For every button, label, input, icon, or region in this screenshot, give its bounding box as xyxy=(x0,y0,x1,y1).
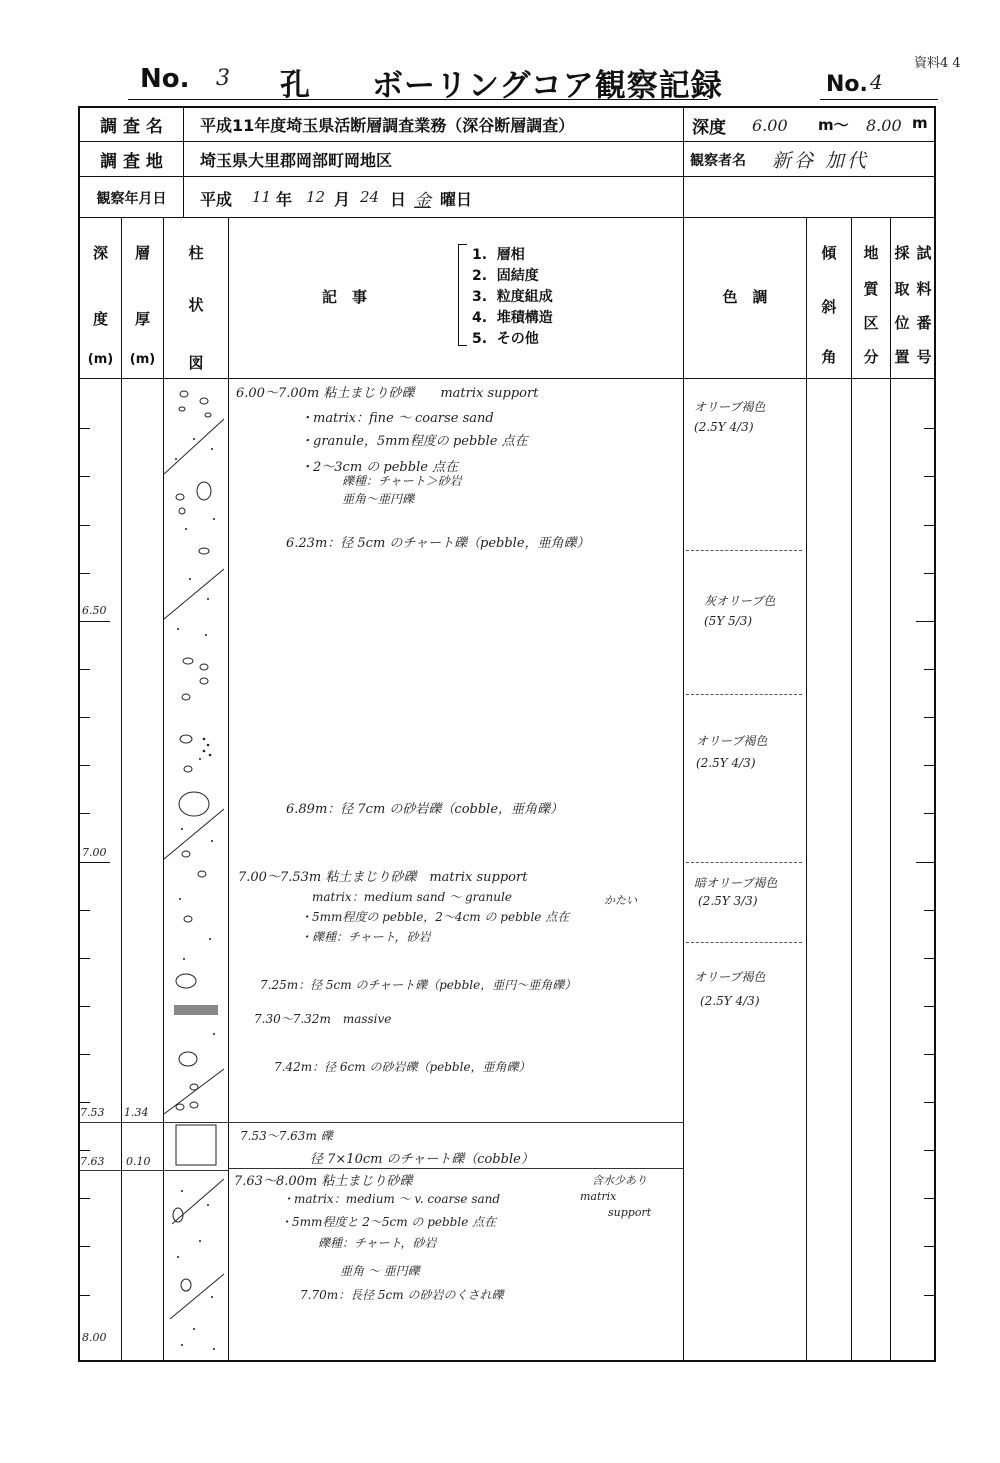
depth-label-753: 7.53 xyxy=(80,1106,105,1119)
location: 埼玉県大里郡岡部町岡地区 xyxy=(200,151,393,170)
title-underline xyxy=(128,99,708,100)
note-line: ・2～3cm の pebble 点在 xyxy=(300,460,459,475)
hole-number: 3 xyxy=(216,66,230,91)
col-thickness-3: (m) xyxy=(129,352,156,367)
notes-item-4: 4. 堆積構造 xyxy=(472,310,553,326)
note-line: ・matrix：medium ～ v. coarse sand xyxy=(282,1192,501,1206)
survey-name-label: 調 査 名 xyxy=(100,117,163,137)
color-divider xyxy=(686,942,802,943)
color-entry: オリーブ褐色 xyxy=(696,734,768,748)
note-line: 礫種：チャート＞砂岩 xyxy=(342,474,462,488)
col-geo-2: 質 xyxy=(863,280,879,298)
col-depth-3: (m) xyxy=(87,352,114,367)
date-era: 平成 xyxy=(200,190,233,209)
date-year: 11 xyxy=(252,188,272,206)
color-entry: オリーブ褐色 xyxy=(694,970,766,984)
color-entry: オリーブ褐色 xyxy=(694,400,766,414)
col-dip-2: 斜 xyxy=(821,298,837,316)
note-line: 礫種：チャート，砂岩 xyxy=(318,1236,437,1250)
page-title: ボーリングコア観察記録 xyxy=(372,68,723,104)
date-year-unit: 年 xyxy=(276,190,293,209)
page-no-underline xyxy=(820,99,938,100)
depth-label-763: 7.63 xyxy=(80,1155,105,1168)
note-line: ・5mm程度と 2～5cm の pebble 点在 xyxy=(280,1215,497,1229)
notes-boundary-763 xyxy=(228,1168,683,1169)
depth-label-700: 7.00 xyxy=(82,846,107,859)
col-geo-3: 区 xyxy=(863,314,879,332)
col-sample-3: 位 xyxy=(894,314,910,332)
note-line: 亜角 ～ 亜円礫 xyxy=(340,1264,420,1278)
color-divider xyxy=(686,550,802,551)
note-line: 径 7×10cm のチャート礫（cobble） xyxy=(310,1152,534,1167)
col-sample2-2: 料 xyxy=(916,280,932,298)
col-sample2-3: 番 xyxy=(916,314,932,332)
col-sample-1: 採 xyxy=(894,244,910,262)
depth-mid: m～ xyxy=(818,116,849,134)
date-weekday: 金 xyxy=(414,191,431,211)
note-line: 7.30～7.32m massive xyxy=(254,1012,392,1026)
note-line: 亜角～亜円礫 xyxy=(342,492,415,506)
core-column-drawing xyxy=(164,379,228,1361)
color-entry: (2.5Y 4/3) xyxy=(694,420,754,434)
col-notes: 記 事 xyxy=(322,288,368,306)
color-entry: 灰オリーブ色 xyxy=(704,594,776,608)
note-line: 6.23m：径 5cm のチャート礫（pebble，亜角礫） xyxy=(286,536,590,551)
color-entry: (5Y 5/3) xyxy=(704,614,753,628)
notes-item-2: 2. 固結度 xyxy=(472,268,539,284)
observer-name: 新谷 加代 xyxy=(772,150,870,172)
depth-from: 6.00 xyxy=(752,116,788,135)
col-thickness-1: 層 xyxy=(134,244,150,262)
col-thickness-2: 厚 xyxy=(134,310,150,328)
depth-label-800: 8.00 xyxy=(82,1331,107,1344)
color-entry: (2.5Y 4/3) xyxy=(696,756,756,770)
date-month: 12 xyxy=(306,188,326,206)
observer-label: 観察者名 xyxy=(690,153,746,169)
document-reference: 資料4 4 xyxy=(914,56,961,71)
hole-no-label: No. xyxy=(140,64,190,94)
col-sample-4: 置 xyxy=(894,348,910,366)
location-label: 調 査 地 xyxy=(100,152,163,172)
notes-item-5: 5. その他 xyxy=(472,331,539,347)
note-line: 7.00～7.53m 粘土まじり砂礫 matrix support xyxy=(238,870,528,885)
note-line: support xyxy=(608,1206,652,1219)
col-geo-1: 地 xyxy=(863,244,879,262)
col-geo-4: 分 xyxy=(863,348,879,366)
date-day: 24 xyxy=(360,188,380,206)
thickness-label-2: 0.10 xyxy=(126,1155,151,1168)
col-depth-2: 度 xyxy=(92,310,108,328)
survey-name: 平成11年度埼玉県活断層調査業務（深谷断層調査） xyxy=(200,116,575,135)
col-sample2-4: 号 xyxy=(916,348,932,366)
note-line: 含水少あり xyxy=(592,1174,647,1187)
note-line: ・granule，5mm程度の pebble 点在 xyxy=(300,434,528,449)
notes-boundary-753 xyxy=(228,1122,683,1123)
note-line: ・matrix：fine ～ coarse sand xyxy=(300,411,494,426)
depth-label: 深度 xyxy=(692,118,726,138)
note-line: 6.89m：径 7cm の砂岩礫（cobble，亜角礫） xyxy=(286,802,564,817)
page-number: 4 xyxy=(870,70,883,94)
color-entry: (2.5Y 3/3) xyxy=(698,894,758,908)
note-line: 7.63～8.00m 粘土まじり砂礫 xyxy=(234,1174,413,1189)
depth-to: 8.00 xyxy=(866,116,902,135)
col-sample2-1: 試 xyxy=(916,244,932,262)
date-day-unit: 日 xyxy=(390,190,407,209)
note-line: かたい xyxy=(604,894,637,907)
note-line: matrix xyxy=(580,1190,617,1203)
thickness-label-1: 1.34 xyxy=(124,1106,149,1119)
note-line: 7.42m：径 6cm の砂岩礫（pebble，亜角礫） xyxy=(274,1060,531,1074)
col-column-3: 図 xyxy=(188,354,204,372)
col-column-1: 柱 xyxy=(188,244,204,262)
color-divider xyxy=(686,862,802,863)
note-line: 7.70m：長径 5cm の砂岩のくされ礫 xyxy=(300,1288,504,1302)
col-color: 色 調 xyxy=(722,288,768,306)
note-line: 7.53～7.63m 礫 xyxy=(240,1129,333,1143)
notes-item-3: 3. 粒度組成 xyxy=(472,289,553,305)
notes-items-bracket xyxy=(458,244,467,346)
col-depth-1: 深 xyxy=(92,244,108,262)
col-dip-1: 傾 xyxy=(821,244,837,262)
color-entry: (2.5Y 4/3) xyxy=(700,994,760,1008)
note-line: 6.00～7.00m 粘土まじり砂礫 matrix support xyxy=(236,386,539,401)
color-entry: 暗オリーブ褐色 xyxy=(694,876,778,890)
note-line: matrix：medium sand ～ granule xyxy=(312,890,512,904)
depth-unit: m xyxy=(912,114,928,132)
notes-item-1: 1. 層相 xyxy=(472,247,525,263)
date-weekday-unit: 曜日 xyxy=(440,190,473,209)
col-column-2: 状 xyxy=(188,296,204,314)
note-line: ・5mm程度の pebble，2～4cm の pebble 点在 xyxy=(300,910,570,924)
color-divider xyxy=(686,694,802,695)
col-sample-2: 取 xyxy=(894,280,910,298)
note-line: ・礫種：チャート，砂岩 xyxy=(300,930,431,944)
note-line: 7.25m：径 5cm のチャート礫（pebble，亜円～亜角礫） xyxy=(260,978,577,992)
date-label: 観察年月日 xyxy=(96,191,167,207)
col-dip-3: 角 xyxy=(821,348,837,366)
date-month-unit: 月 xyxy=(334,190,351,209)
depth-label-650: 6.50 xyxy=(82,604,107,617)
page-no-label: No. xyxy=(826,72,868,97)
hole-suffix: 孔 xyxy=(280,68,310,103)
